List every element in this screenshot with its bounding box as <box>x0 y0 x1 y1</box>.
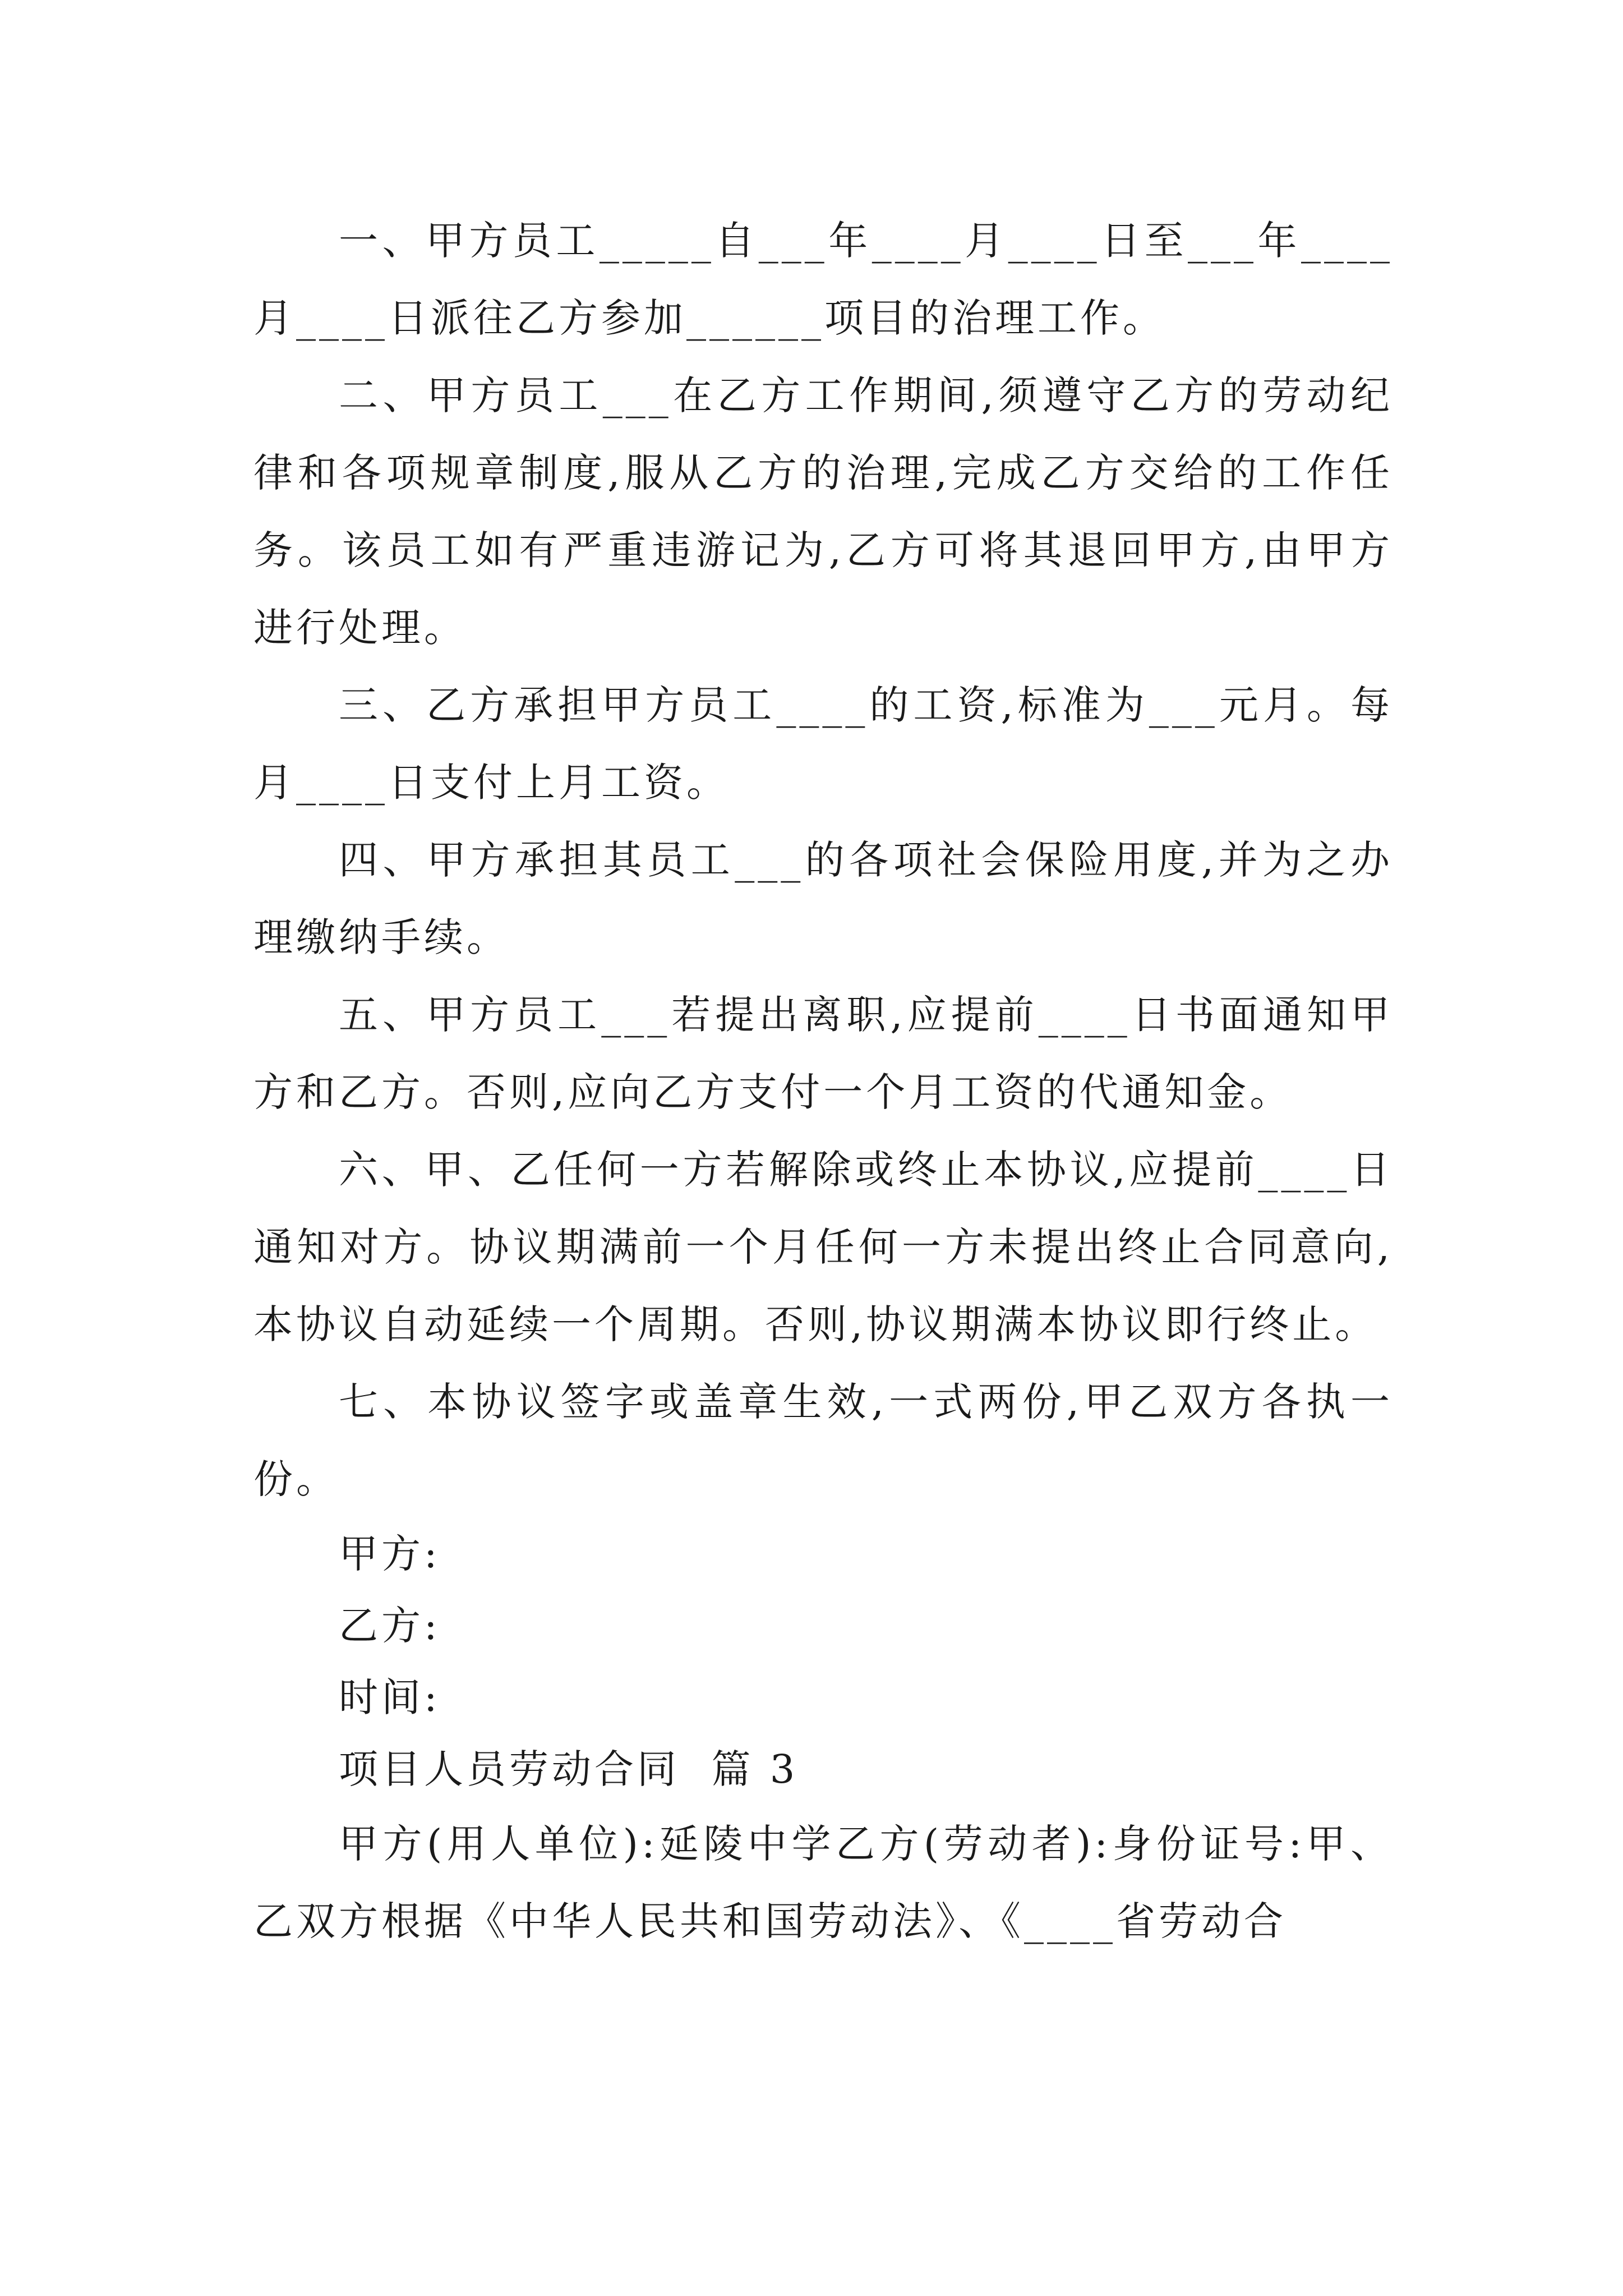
contract-intro: 甲方(用人单位):延陵中学乙方(劳动者):身份证号:甲、乙双方根据《中华人民共和国劳动法》、《____省劳动合 <box>253 1821 1393 1944</box>
signature-party-a: 甲方: <box>339 1531 441 1577</box>
clause-4: 四、甲方承担其员工___的各项社会保险用度,并为之办理缴纳手续。 <box>253 837 1393 960</box>
signature-date: 时间: <box>339 1674 441 1720</box>
section-title: 项目人员劳动合同 篇 3 <box>339 1746 799 1792</box>
clause-3: 三、乙方承担甲方员工____的工资,标准为___元月。每月____日支付上月工资。 <box>253 682 1393 806</box>
clause-6: 六、甲、乙任何一方若解除或终止本协议,应提前____日通知对方。协议期满前一个月任何一方未提出终止合同意向,本协议自动延续一个周期。否则,协议期满本协议即行终止。 <box>253 1147 1393 1347</box>
clause-7: 七、本协议签字或盖章生效,一式两份,甲乙双方各执一份。 <box>253 1379 1393 1502</box>
clause-2: 二、甲方员工___在乙方工作期间,须遵守乙方的劳动纪律和各项规章制度,服从乙方的治理,完成乙方交给的工作任务。该员工如有严重违游记为,乙方可将其退回甲方,由甲方进行处理。 <box>253 372 1393 651</box>
document-page <box>253 202 1393 1960</box>
clause-5: 五、甲方员工___若提出离职,应提前____日书面通知甲方和乙方。否则,应向乙方支付一个月工资的代通知金。 <box>253 992 1393 1115</box>
signature-party-b: 乙方: <box>339 1603 441 1649</box>
clause-1: 一、甲方员工_____自___年____月____日至___年____月____日派往乙方参加______项目的治理工作。 <box>253 218 1393 341</box>
